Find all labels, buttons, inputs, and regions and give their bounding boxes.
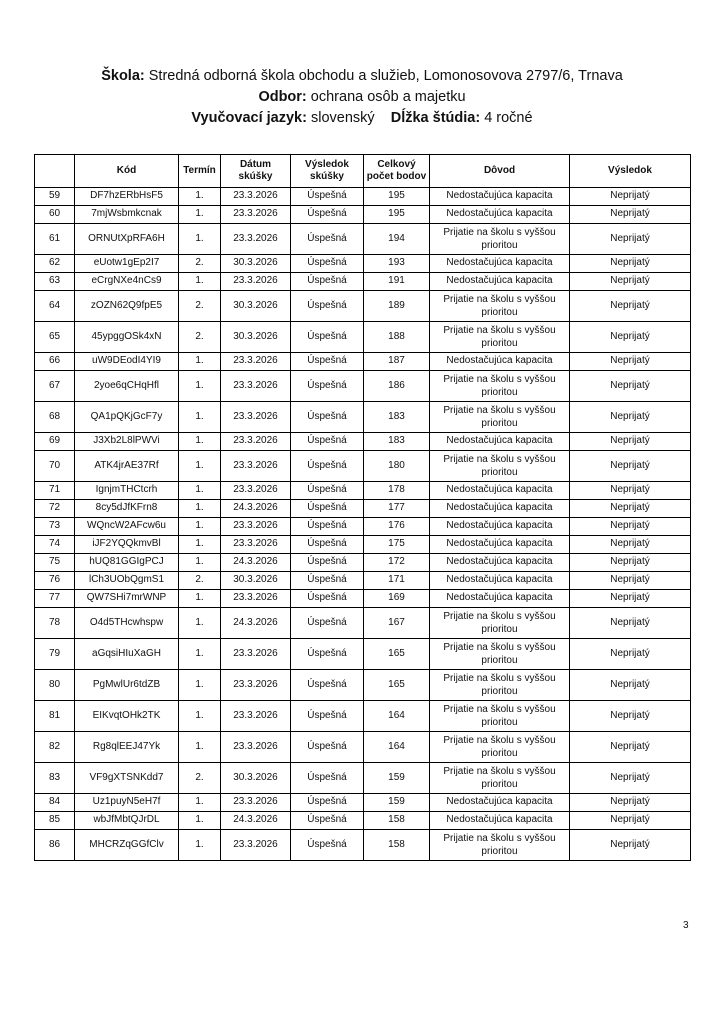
column-header: Dôvod xyxy=(430,155,570,188)
code-cell: iJF2YQQkmvBl xyxy=(75,536,179,554)
points-cell: 193 xyxy=(364,255,430,273)
points-cell: 158 xyxy=(364,830,430,861)
exam-date-cell: 23.3.2026 xyxy=(221,536,291,554)
exam-date-cell: 30.3.2026 xyxy=(221,322,291,353)
term-cell: 1. xyxy=(179,518,221,536)
points-cell: 186 xyxy=(364,371,430,402)
row-number: 68 xyxy=(35,402,75,433)
code-cell: 7mjWsbmkcnak xyxy=(75,206,179,224)
table-row xyxy=(35,500,691,518)
column-header: Výsledok skúšky xyxy=(291,155,364,188)
code-cell: MHCRZqGGfClv xyxy=(75,830,179,861)
code-cell: DF7hzERbHsF5 xyxy=(75,188,179,206)
points-cell: 159 xyxy=(364,794,430,812)
reason-cell: Nedostačujúca kapacita xyxy=(430,572,570,590)
code-cell: EIKvqtOHk2TK xyxy=(75,701,179,732)
reason-cell: Nedostačujúca kapacita xyxy=(430,554,570,572)
exam-result-cell: Úspešná xyxy=(291,500,364,518)
points-cell: 191 xyxy=(364,273,430,291)
exam-date-cell: 23.3.2026 xyxy=(221,273,291,291)
reason-cell: Prijatie na školu s vyššou prioritou xyxy=(430,830,570,861)
exam-result-cell: Úspešná xyxy=(291,732,364,763)
result-cell: Neprijatý xyxy=(570,451,691,482)
row-number: 80 xyxy=(35,670,75,701)
term-cell: 1. xyxy=(179,224,221,255)
result-cell: Neprijatý xyxy=(570,590,691,608)
term-cell: 1. xyxy=(179,830,221,861)
exam-date-cell: 30.3.2026 xyxy=(221,255,291,273)
points-cell: 165 xyxy=(364,670,430,701)
result-cell: Neprijatý xyxy=(570,322,691,353)
table-row xyxy=(35,554,691,572)
table-row xyxy=(35,536,691,554)
table-row xyxy=(35,402,691,433)
code-cell: eCrgNXe4nCs9 xyxy=(75,273,179,291)
exam-result-cell: Úspešná xyxy=(291,518,364,536)
exam-result-cell: Úspešná xyxy=(291,482,364,500)
row-number: 73 xyxy=(35,518,75,536)
code-cell: lCh3UObQgmS1 xyxy=(75,572,179,590)
points-cell: 180 xyxy=(364,451,430,482)
table-row xyxy=(35,590,691,608)
field-label: Odbor: xyxy=(258,89,307,105)
term-cell: 1. xyxy=(179,536,221,554)
term-cell: 1. xyxy=(179,433,221,451)
reason-cell: Prijatie na školu s vyššou prioritou xyxy=(430,639,570,670)
term-cell: 2. xyxy=(179,572,221,590)
exam-date-cell: 23.3.2026 xyxy=(221,451,291,482)
points-cell: 158 xyxy=(364,812,430,830)
exam-result-cell: Úspešná xyxy=(291,608,364,639)
result-cell: Neprijatý xyxy=(570,291,691,322)
reason-cell: Nedostačujúca kapacita xyxy=(430,206,570,224)
code-cell: 2yoe6qCHqHfl xyxy=(75,371,179,402)
result-cell: Neprijatý xyxy=(570,794,691,812)
school-label: Škola: xyxy=(101,68,145,84)
exam-date-cell: 23.3.2026 xyxy=(221,794,291,812)
points-cell: 164 xyxy=(364,701,430,732)
table-row xyxy=(35,353,691,371)
results-table xyxy=(34,154,691,861)
result-cell: Neprijatý xyxy=(570,273,691,291)
exam-date-cell: 24.3.2026 xyxy=(221,608,291,639)
exam-result-cell: Úspešná xyxy=(291,572,364,590)
row-number: 60 xyxy=(35,206,75,224)
table-row xyxy=(35,224,691,255)
header-row xyxy=(35,155,691,188)
points-cell: 167 xyxy=(364,608,430,639)
table-row xyxy=(35,830,691,861)
points-cell: 194 xyxy=(364,224,430,255)
code-cell: QA1pQKjGcF7y xyxy=(75,402,179,433)
exam-date-cell: 24.3.2026 xyxy=(221,554,291,572)
term-cell: 1. xyxy=(179,670,221,701)
exam-result-cell: Úspešná xyxy=(291,402,364,433)
points-cell: 188 xyxy=(364,322,430,353)
exam-date-cell: 23.3.2026 xyxy=(221,670,291,701)
reason-cell: Nedostačujúca kapacita xyxy=(430,188,570,206)
term-cell: 2. xyxy=(179,291,221,322)
code-cell: J3Xb2L8lPWVi xyxy=(75,433,179,451)
exam-result-cell: Úspešná xyxy=(291,206,364,224)
exam-date-cell: 23.3.2026 xyxy=(221,188,291,206)
result-cell: Neprijatý xyxy=(570,701,691,732)
reason-cell: Nedostačujúca kapacita xyxy=(430,273,570,291)
result-cell: Neprijatý xyxy=(570,670,691,701)
term-cell: 1. xyxy=(179,500,221,518)
exam-result-cell: Úspešná xyxy=(291,554,364,572)
row-number: 66 xyxy=(35,353,75,371)
term-cell: 1. xyxy=(179,353,221,371)
reason-cell: Nedostačujúca kapacita xyxy=(430,812,570,830)
exam-date-cell: 23.3.2026 xyxy=(221,482,291,500)
table-row xyxy=(35,794,691,812)
row-number: 61 xyxy=(35,224,75,255)
table-row xyxy=(35,433,691,451)
code-cell: 45ypggOSk4xN xyxy=(75,322,179,353)
exam-result-cell: Úspešná xyxy=(291,353,364,371)
term-cell: 1. xyxy=(179,608,221,639)
row-number: 79 xyxy=(35,639,75,670)
table-row xyxy=(35,206,691,224)
exam-date-cell: 23.3.2026 xyxy=(221,732,291,763)
exam-date-cell: 30.3.2026 xyxy=(221,763,291,794)
term-cell: 1. xyxy=(179,554,221,572)
exam-result-cell: Úspešná xyxy=(291,433,364,451)
row-number: 71 xyxy=(35,482,75,500)
result-cell: Neprijatý xyxy=(570,554,691,572)
code-cell: eUotw1gEp2I7 xyxy=(75,255,179,273)
exam-result-cell: Úspešná xyxy=(291,188,364,206)
code-cell: uW9DEodI4YI9 xyxy=(75,353,179,371)
result-cell: Neprijatý xyxy=(570,639,691,670)
code-cell: O4d5THcwhspw xyxy=(75,608,179,639)
result-cell: Neprijatý xyxy=(570,482,691,500)
term-cell: 1. xyxy=(179,371,221,402)
duration-label: Dĺžka štúdia: xyxy=(390,110,481,126)
reason-cell: Nedostačujúca kapacita xyxy=(430,500,570,518)
table-row xyxy=(35,291,691,322)
reason-cell: Prijatie na školu s vyššou prioritou xyxy=(430,451,570,482)
exam-result-cell: Úspešná xyxy=(291,812,364,830)
code-cell: Uz1puyN5eH7f xyxy=(75,794,179,812)
row-number: 65 xyxy=(35,322,75,353)
row-number: 74 xyxy=(35,536,75,554)
points-cell: 195 xyxy=(364,188,430,206)
table-row xyxy=(35,371,691,402)
code-cell: wbJfMbtQJrDL xyxy=(75,812,179,830)
language-label: Vyučovací jazyk: xyxy=(191,110,307,126)
table-row xyxy=(35,482,691,500)
code-cell: ATK4jrAE37Rf xyxy=(75,451,179,482)
result-cell: Neprijatý xyxy=(570,763,691,794)
points-cell: 172 xyxy=(364,554,430,572)
exam-result-cell: Úspešná xyxy=(291,763,364,794)
exam-date-cell: 23.3.2026 xyxy=(221,701,291,732)
page-number: 3 xyxy=(683,920,689,931)
school-value: Stredná odborná škola obchodu a služieb, Lomonosovova 2797/6, Trnava xyxy=(148,68,623,84)
result-cell: Neprijatý xyxy=(570,255,691,273)
term-cell: 1. xyxy=(179,639,221,670)
row-number: 77 xyxy=(35,590,75,608)
school-line xyxy=(0,66,724,87)
result-cell: Neprijatý xyxy=(570,353,691,371)
points-cell: 159 xyxy=(364,763,430,794)
table-row xyxy=(35,608,691,639)
result-cell: Neprijatý xyxy=(570,206,691,224)
table-row xyxy=(35,701,691,732)
points-cell: 183 xyxy=(364,402,430,433)
reason-cell: Nedostačujúca kapacita xyxy=(430,794,570,812)
table-row xyxy=(35,732,691,763)
result-cell: Neprijatý xyxy=(570,433,691,451)
exam-date-cell: 24.3.2026 xyxy=(221,500,291,518)
points-cell: 183 xyxy=(364,433,430,451)
points-cell: 187 xyxy=(364,353,430,371)
result-cell: Neprijatý xyxy=(570,188,691,206)
table-row xyxy=(35,670,691,701)
reason-cell: Nedostačujúca kapacita xyxy=(430,482,570,500)
points-cell: 177 xyxy=(364,500,430,518)
exam-result-cell: Úspešná xyxy=(291,322,364,353)
reason-cell: Nedostačujúca kapacita xyxy=(430,255,570,273)
duration-value: 4 ročné xyxy=(484,110,533,126)
points-cell: 169 xyxy=(364,590,430,608)
exam-result-cell: Úspešná xyxy=(291,224,364,255)
term-cell: 1. xyxy=(179,812,221,830)
reason-cell: Prijatie na školu s vyššou prioritou xyxy=(430,291,570,322)
row-number: 76 xyxy=(35,572,75,590)
exam-date-cell: 23.3.2026 xyxy=(221,590,291,608)
exam-result-cell: Úspešná xyxy=(291,590,364,608)
exam-result-cell: Úspešná xyxy=(291,291,364,322)
reason-cell: Nedostačujúca kapacita xyxy=(430,536,570,554)
reason-cell: Prijatie na školu s vyššou prioritou xyxy=(430,670,570,701)
language-value: slovenský xyxy=(310,110,375,126)
exam-date-cell: 23.3.2026 xyxy=(221,353,291,371)
result-cell: Neprijatý xyxy=(570,402,691,433)
term-cell: 1. xyxy=(179,732,221,763)
points-cell: 171 xyxy=(364,572,430,590)
exam-result-cell: Úspešná xyxy=(291,451,364,482)
code-cell: WQncW2AFcw6u xyxy=(75,518,179,536)
term-cell: 1. xyxy=(179,451,221,482)
reason-cell: Prijatie na školu s vyššou prioritou xyxy=(430,763,570,794)
row-number: 78 xyxy=(35,608,75,639)
exam-result-cell: Úspešná xyxy=(291,830,364,861)
code-cell: ORNUtXpRFA6H xyxy=(75,224,179,255)
column-header xyxy=(35,155,75,188)
points-cell: 175 xyxy=(364,536,430,554)
language-duration-line xyxy=(0,108,724,129)
field-line xyxy=(0,87,724,108)
column-header: Termín xyxy=(179,155,221,188)
reason-cell: Nedostačujúca kapacita xyxy=(430,590,570,608)
table-row xyxy=(35,451,691,482)
exam-result-cell: Úspešná xyxy=(291,639,364,670)
exam-result-cell: Úspešná xyxy=(291,701,364,732)
table-row xyxy=(35,188,691,206)
code-cell: 8cy5dJfKFrn8 xyxy=(75,500,179,518)
table-row xyxy=(35,255,691,273)
table-row xyxy=(35,273,691,291)
table-row xyxy=(35,812,691,830)
document-header xyxy=(0,66,724,129)
exam-result-cell: Úspešná xyxy=(291,670,364,701)
code-cell: zOZN62Q9fpE5 xyxy=(75,291,179,322)
reason-cell: Prijatie na školu s vyššou prioritou xyxy=(430,701,570,732)
exam-date-cell: 23.3.2026 xyxy=(221,224,291,255)
term-cell: 1. xyxy=(179,188,221,206)
reason-cell: Nedostačujúca kapacita xyxy=(430,518,570,536)
column-header: Kód xyxy=(75,155,179,188)
result-cell: Neprijatý xyxy=(570,518,691,536)
term-cell: 1. xyxy=(179,482,221,500)
exam-date-cell: 30.3.2026 xyxy=(221,291,291,322)
row-number: 84 xyxy=(35,794,75,812)
row-number: 64 xyxy=(35,291,75,322)
reason-cell: Prijatie na školu s vyššou prioritou xyxy=(430,371,570,402)
row-number: 83 xyxy=(35,763,75,794)
table-row xyxy=(35,572,691,590)
exam-date-cell: 23.3.2026 xyxy=(221,206,291,224)
result-cell: Neprijatý xyxy=(570,572,691,590)
code-cell: IgnjmTHCtcrh xyxy=(75,482,179,500)
points-cell: 165 xyxy=(364,639,430,670)
table-row xyxy=(35,518,691,536)
exam-date-cell: 24.3.2026 xyxy=(221,812,291,830)
points-cell: 176 xyxy=(364,518,430,536)
reason-cell: Prijatie na školu s vyššou prioritou xyxy=(430,224,570,255)
result-cell: Neprijatý xyxy=(570,500,691,518)
result-cell: Neprijatý xyxy=(570,608,691,639)
code-cell: VF9gXTSNKdd7 xyxy=(75,763,179,794)
exam-date-cell: 23.3.2026 xyxy=(221,639,291,670)
result-cell: Neprijatý xyxy=(570,812,691,830)
row-number: 81 xyxy=(35,701,75,732)
exam-result-cell: Úspešná xyxy=(291,794,364,812)
reason-cell: Prijatie na školu s vyššou prioritou xyxy=(430,322,570,353)
term-cell: 1. xyxy=(179,273,221,291)
code-cell: hUQ81GGIgPCJ xyxy=(75,554,179,572)
exam-date-cell: 23.3.2026 xyxy=(221,830,291,861)
result-cell: Neprijatý xyxy=(570,830,691,861)
reason-cell: Nedostačujúca kapacita xyxy=(430,433,570,451)
code-cell: QW7SHi7mrWNP xyxy=(75,590,179,608)
exam-result-cell: Úspešná xyxy=(291,255,364,273)
points-cell: 189 xyxy=(364,291,430,322)
row-number: 72 xyxy=(35,500,75,518)
column-header: Dátum skúšky xyxy=(221,155,291,188)
table-row xyxy=(35,763,691,794)
exam-date-cell: 23.3.2026 xyxy=(221,433,291,451)
term-cell: 1. xyxy=(179,206,221,224)
term-cell: 2. xyxy=(179,763,221,794)
table-body xyxy=(35,188,691,861)
term-cell: 2. xyxy=(179,255,221,273)
term-cell: 1. xyxy=(179,794,221,812)
reason-cell: Prijatie na školu s vyššou prioritou xyxy=(430,732,570,763)
term-cell: 2. xyxy=(179,322,221,353)
row-number: 82 xyxy=(35,732,75,763)
row-number: 62 xyxy=(35,255,75,273)
points-cell: 164 xyxy=(364,732,430,763)
exam-result-cell: Úspešná xyxy=(291,371,364,402)
row-number: 70 xyxy=(35,451,75,482)
reason-cell: Prijatie na školu s vyššou prioritou xyxy=(430,608,570,639)
exam-date-cell: 23.3.2026 xyxy=(221,371,291,402)
exam-date-cell: 23.3.2026 xyxy=(221,518,291,536)
row-number: 59 xyxy=(35,188,75,206)
row-number: 86 xyxy=(35,830,75,861)
column-header: Výsledok xyxy=(570,155,691,188)
row-number: 85 xyxy=(35,812,75,830)
term-cell: 1. xyxy=(179,701,221,732)
row-number: 69 xyxy=(35,433,75,451)
points-cell: 178 xyxy=(364,482,430,500)
row-number: 75 xyxy=(35,554,75,572)
table-header xyxy=(35,155,691,188)
exam-date-cell: 30.3.2026 xyxy=(221,572,291,590)
code-cell: PgMwlUr6tdZB xyxy=(75,670,179,701)
table-row xyxy=(35,322,691,353)
code-cell: aGqsiHIuXaGH xyxy=(75,639,179,670)
row-number: 67 xyxy=(35,371,75,402)
reason-cell: Prijatie na školu s vyššou prioritou xyxy=(430,402,570,433)
result-cell: Neprijatý xyxy=(570,536,691,554)
reason-cell: Nedostačujúca kapacita xyxy=(430,353,570,371)
table-row xyxy=(35,639,691,670)
field-value: ochrana osôb a majetku xyxy=(310,89,466,105)
term-cell: 1. xyxy=(179,402,221,433)
term-cell: 1. xyxy=(179,590,221,608)
result-cell: Neprijatý xyxy=(570,224,691,255)
code-cell: Rg8qlEEJ47Yk xyxy=(75,732,179,763)
exam-date-cell: 23.3.2026 xyxy=(221,402,291,433)
exam-result-cell: Úspešná xyxy=(291,273,364,291)
row-number: 63 xyxy=(35,273,75,291)
result-cell: Neprijatý xyxy=(570,732,691,763)
column-header: Celkový počet bodov xyxy=(364,155,430,188)
points-cell: 195 xyxy=(364,206,430,224)
result-cell: Neprijatý xyxy=(570,371,691,402)
exam-result-cell: Úspešná xyxy=(291,536,364,554)
